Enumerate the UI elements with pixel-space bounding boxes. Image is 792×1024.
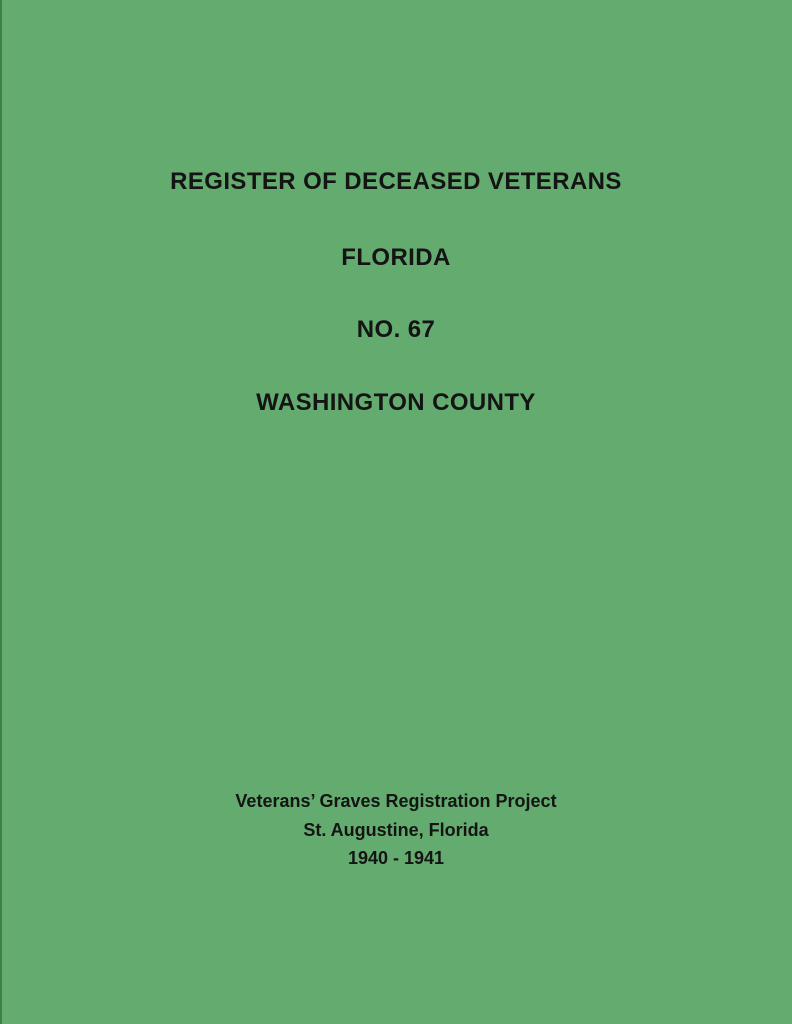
register-number: NO. 67 [356,316,436,343]
register-title: REGISTER OF DECEASED VETERANS [170,168,622,195]
project-location: St. Augustine, Florida [303,820,489,840]
project-years: 1940 - 1941 [347,848,445,868]
county-heading: WASHINGTON COUNTY [256,389,536,416]
page-edge [0,0,2,1024]
project-name: Veterans’ Graves Registration Project [235,791,557,811]
state-heading: FLORIDA [341,244,451,271]
